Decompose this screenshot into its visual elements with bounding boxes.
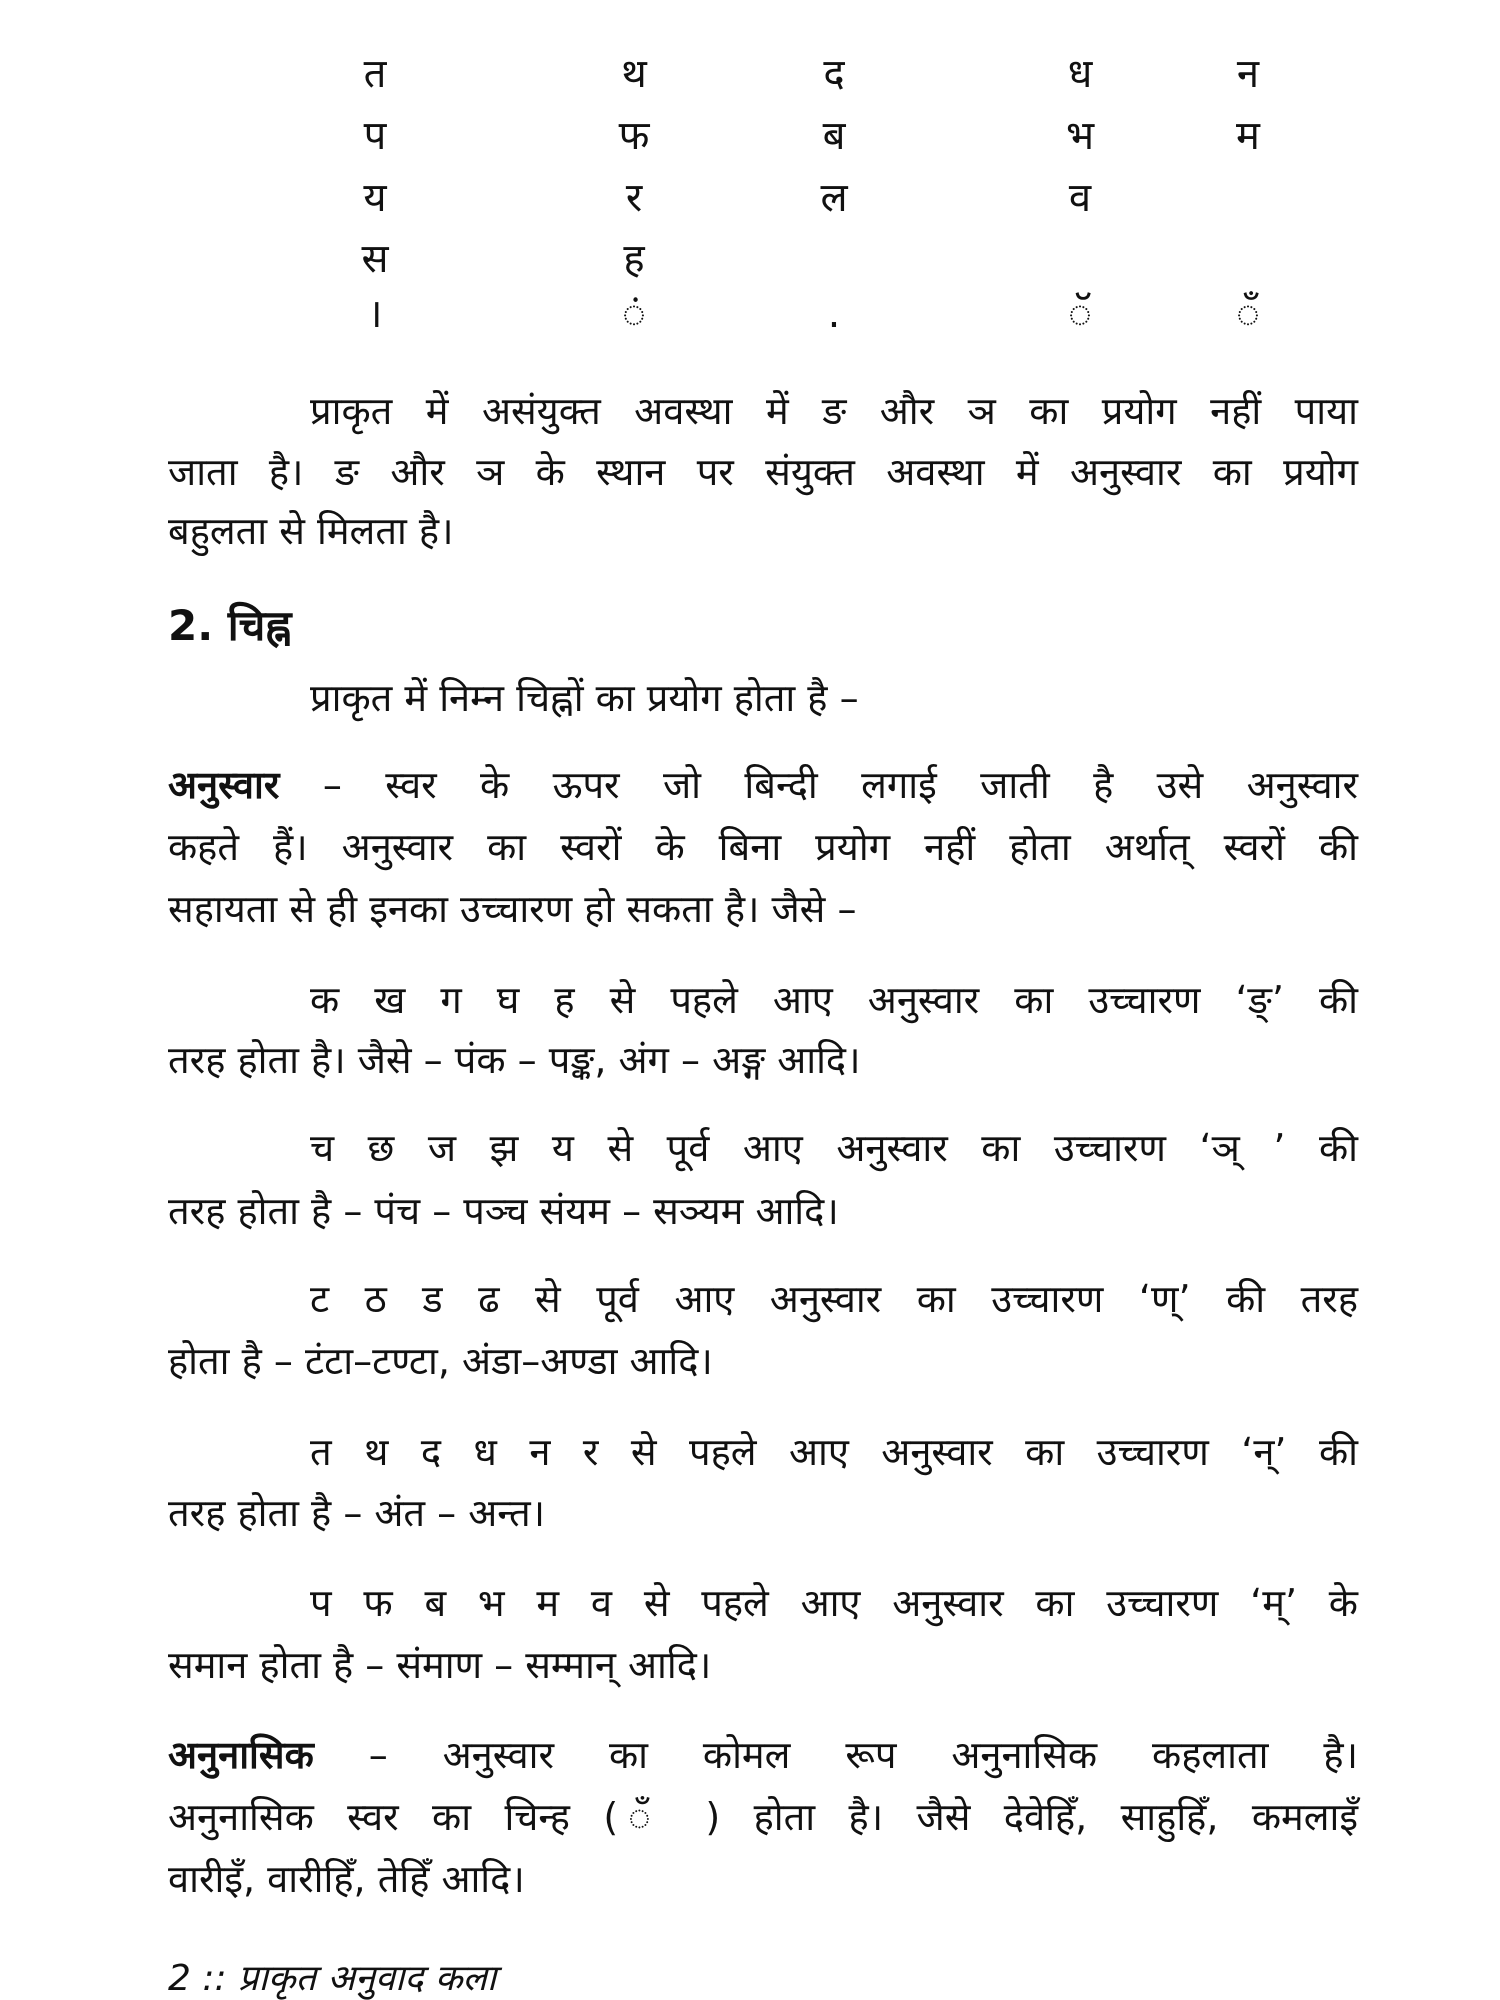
table-cell: र <box>625 175 643 221</box>
table-cell: त <box>363 51 387 97</box>
anusvar-label: अनुस्वार <box>168 763 280 807</box>
table-cell: व <box>1068 175 1092 221</box>
anunasik-text: – अनुस्वार का कोमल रूप अनुनासिक कहलाता है। <box>313 1733 1358 1777</box>
table-cell: स <box>361 236 389 282</box>
anusvar-line: सहायता से ही इनका उच्चारण हो सकता है। जैसे – <box>168 887 857 931</box>
page-footer: 2 :: प्राकृत अनुवाद कला <box>168 1958 497 1999</box>
anunasik-line: अनुनासिक स्वर का चिन्ह ( ँ ) होता है। जैसे देवेहिँ, साहुहिँ, कमलाइँ <box>168 1795 1358 1839</box>
table-cell: ँ <box>1236 291 1260 337</box>
anusvar-line: कहते हैं। अनुस्वार का स्वरों के बिना प्रयोग नहीं होता अर्थात् स्वरों की <box>168 825 1358 869</box>
table-cell: ॅ <box>1068 291 1092 337</box>
table-cell: ध <box>1067 51 1093 97</box>
para1-line: जाता है। ङ और ञ के स्थान पर संयुक्त अवस्था में अनुस्वार का प्रयोग <box>168 450 1358 494</box>
section-heading: 2. चिह्न <box>168 601 292 650</box>
table-cell: न <box>1236 51 1260 97</box>
table-cell: फ <box>618 113 650 159</box>
anunasik-label: अनुनासिक <box>168 1733 314 1777</box>
table-cell: ं <box>622 291 646 337</box>
anusvar-line <box>168 759 1358 811</box>
anunasik-line <box>168 1729 1358 1781</box>
table-cell: । <box>367 291 383 337</box>
rule-line: ट ठ ड ढ से पूर्व आए अनुस्वार का उच्चारण ‘ण्’ की तरह <box>310 1277 1358 1321</box>
rule-line: च छ ज झ य से पूर्व आए अनुस्वार का उच्चारण ‘ञ् ’ की <box>310 1126 1358 1170</box>
anusvar-text: – स्वर के ऊपर जो बिन्दी लगाई जाती है उसे अनुस्वार <box>279 763 1358 807</box>
rule-line: तरह होता है – अंत – अन्त। <box>168 1491 546 1535</box>
table-cell: थ <box>621 51 647 97</box>
rule-line: तरह होता है। जैसे – पंक – पङ्क, अंग – अङ्ग आदि। <box>168 1038 861 1082</box>
rule-line: समान होता है – संमाण – सम्मान् आदि। <box>168 1643 712 1687</box>
rule-line: तरह होता है – पंच – पञ्च संयम – सञ्यम आदि। <box>168 1189 839 1233</box>
table-cell: ह <box>623 236 645 282</box>
table-cell: ल <box>820 175 848 221</box>
table-cell: द <box>823 51 845 97</box>
table-cell: प <box>363 113 387 159</box>
rule-line: त थ द ध न र से पहले आए अनुस्वार का उच्चारण ‘न्’ की <box>310 1430 1358 1474</box>
rule-line: क ख ग घ ह से पहले आए अनुस्वार का उच्चारण ‘ङ्’ की <box>310 978 1358 1022</box>
anunasik-line: वारीइँ, वारीहिँ, तेहिँ आदि। <box>168 1857 525 1901</box>
para1-line: बहुलता से मिलता है। <box>168 509 454 553</box>
table-cell: य <box>363 175 387 221</box>
intro-line: प्राकृत में निम्न चिह्नों का प्रयोग होता है – <box>310 676 859 720</box>
table-cell: ब <box>822 113 846 159</box>
rule-line: होता है – टंटा–टण्टा, अंडा–अण्डा आदि। <box>168 1339 713 1383</box>
table-cell: . <box>827 291 841 337</box>
table-cell: म <box>1236 113 1260 159</box>
rule-line: प फ ब भ म व से पहले आए अनुस्वार का उच्चारण ‘म्’ के <box>310 1581 1358 1625</box>
para1-line: प्राकृत में असंयुक्त अवस्था में ङ और ञ का प्रयोग नहीं पाया <box>310 389 1358 433</box>
table-cell: भ <box>1065 113 1095 159</box>
